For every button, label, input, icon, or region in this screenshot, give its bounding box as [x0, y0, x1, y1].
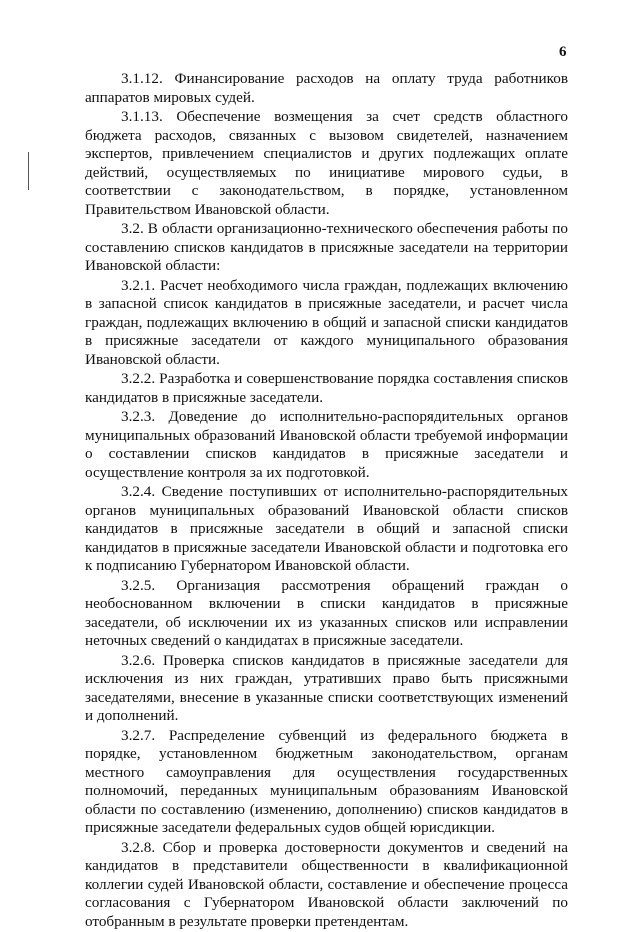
paragraph-3-2-6: 3.2.6. Проверка списков кандидатов в присяжные заседатели для исключения из них граждан, утративших право быть присяжными заседателями, внесение в указанные списки соответствующих изменений и дополнений. — [85, 651, 568, 724]
paragraph-3-2-7: 3.2.7. Распределение субвенций из федерального бюджета в порядке, установленном бюджетным законодательством, органам местного самоуправления для осуществления государственных полномочий, переданных муниципальным образованиям Ивановской области по составлению (изменению, дополнению) списков кандидатов в присяжные заседатели федеральных судов общей юрисдикции. — [85, 726, 568, 836]
paragraph-3-2-8: 3.2.8. Сбор и проверка достоверности документов и сведений на кандидатов в представители общественности в квалификационной коллегии судей Ивановской области, составление и обеспечение процесса согласования с Губернатором Ивановской области заключений по отобранным в результате проверки претендентам. — [85, 838, 568, 930]
paragraph-3-2: 3.2. В области организационно-технического обеспечения работы по составлению списков кандидатов в присяжные заседатели на территории Ивановской области: — [85, 220, 568, 274]
paragraph-3-2-3: 3.2.3. Доведение до исполнительно-распорядительных органов муниципальных образований Ивановской области требуемой информации о составлении списков кандидатов в присяжные заседатели и осуществление контроля за их подготовкой. — [85, 408, 568, 481]
paragraph-3-1-12: 3.1.12. Финансирование расходов на оплату труда работников аппаратов мировых судей. — [85, 70, 568, 106]
paragraph-3-2-2: 3.2.2. Разработка и совершенствование порядка составления списков кандидатов в присяжные заседатели. — [85, 370, 568, 406]
paragraph-3-2-5: 3.2.5. Организация рассмотрения обращений граждан о необоснованном включении в списки кандидатов в присяжные заседатели, об исключении их из указанных списков или исправлении неточных сведений о кандидатах в присяжные заседатели. — [85, 576, 568, 649]
margin-mark — [28, 152, 29, 190]
page-number: 6 — [559, 44, 567, 60]
paragraph-3-2-4: 3.2.4. Сведение поступивших от исполнительно-распорядительных органов муниципальных образований Ивановской области списков кандидатов в присяжные заседатели в общий и запасной списки кандидатов в присяжные заседатели Ивановской области и подготовка его к подписанию Губернатором Ивановской области. — [85, 483, 568, 574]
paragraph-3-1-13: 3.1.13. Обеспечение возмещения за счет средств областного бюджета расходов, связанных с вызовом свидетелей, назначением экспертов, привлечением специалистов и других подлежащих оплате действий, осуществляемых по инициативе мирового судьи, в соответствии с законодательством, в порядке, установленном Правительством Ивановской области. — [85, 108, 568, 218]
paragraph-3-2-1: 3.2.1. Расчет необходимого числа граждан, подлежащих включению в запасной список кандидатов в присяжные заседатели, и расчет числа граждан, подлежащих включению в общий и запасной списки кандидатов в присяжные заседатели от каждого муниципального образования Ивановской области. — [85, 276, 568, 368]
document-body — [85, 70, 568, 932]
